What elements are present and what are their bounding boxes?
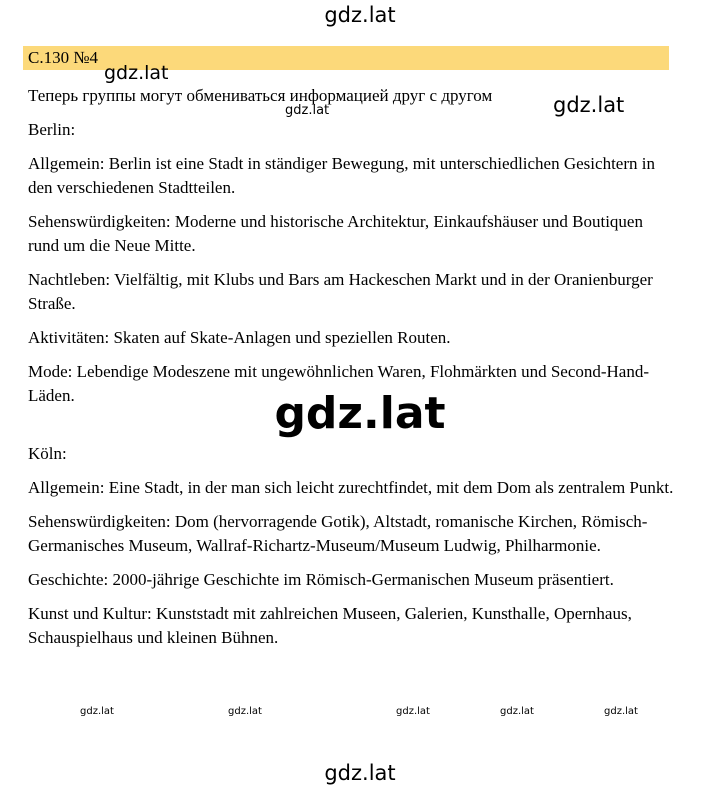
berlin-nightlife: Nachtleben: Vielfältig, mit Klubs und Bars am Hackeschen Markt und in der Oranienburger Straße. (28, 270, 653, 313)
berlin-fashion: Mode: Lebendige Modeszene mit ungewöhnlichen Waren, Flohmärkten und Second-Hand-Läden. (28, 362, 650, 405)
watermark-tiny-2: gdz.lat (228, 706, 262, 717)
berlin-title: Berlin: (28, 120, 76, 139)
koeln-culture: Kunst und Kultur: Kunststadt mit zahlreichen Museen, Galerien, Kunsthalle, Opernhaus, Schauspielhaus und kleinen Bühnen. (28, 604, 632, 647)
koeln-title: Köln: (28, 444, 67, 463)
watermark-header: gdz.lat (104, 62, 169, 84)
koeln-sights: Sehenswürdigkeiten: Dom (hervorragende Gotik), Altstadt, romanische Kirchen, Römisch-Germanisches Museum, Wallraf-Richartz-Museum/Museum Ludwig, Philharmonie. (28, 512, 648, 555)
watermark-top: gdz.lat (324, 3, 396, 27)
watermark-bottom: gdz.lat (324, 761, 396, 785)
watermark-large: gdz.lat (274, 388, 446, 439)
koeln-history: Geschichte: 2000-jährige Geschichte im Römisch-Germanischen Museum präsentiert. (28, 570, 614, 589)
exercise-label: С.130 №4 (28, 48, 99, 67)
berlin-general: Allgemein: Berlin ist eine Stadt in ständiger Bewegung, mit unterschiedlichen Gesichtern in den verschiedenen Stadtteilen. (28, 154, 655, 197)
berlin-activities: Aktivitäten: Skaten auf Skate-Anlagen und speziellen Routen. (28, 328, 451, 347)
koeln-general: Allgemein: Eine Stadt, in der man sich leicht zurechtfindet, mit dem Dom als zentralem Punkt. (28, 478, 674, 497)
watermark-right: gdz.lat (553, 93, 625, 117)
intro-line: Теперь группы могут обмениваться информацией друг с другом (28, 86, 493, 105)
berlin-sights: Sehenswürdigkeiten: Moderne und historische Architektur, Einkaufshäuser und Boutiquen rund um die Neue Mitte. (28, 212, 643, 255)
watermark-tiny-1: gdz.lat (80, 706, 114, 717)
watermark-tiny-5: gdz.lat (604, 706, 638, 717)
watermark-tiny-3: gdz.lat (396, 706, 430, 717)
watermark-tiny-4: gdz.lat (500, 706, 534, 717)
watermark-small-center: gdz.lat (285, 103, 330, 118)
document-body (28, 84, 678, 660)
